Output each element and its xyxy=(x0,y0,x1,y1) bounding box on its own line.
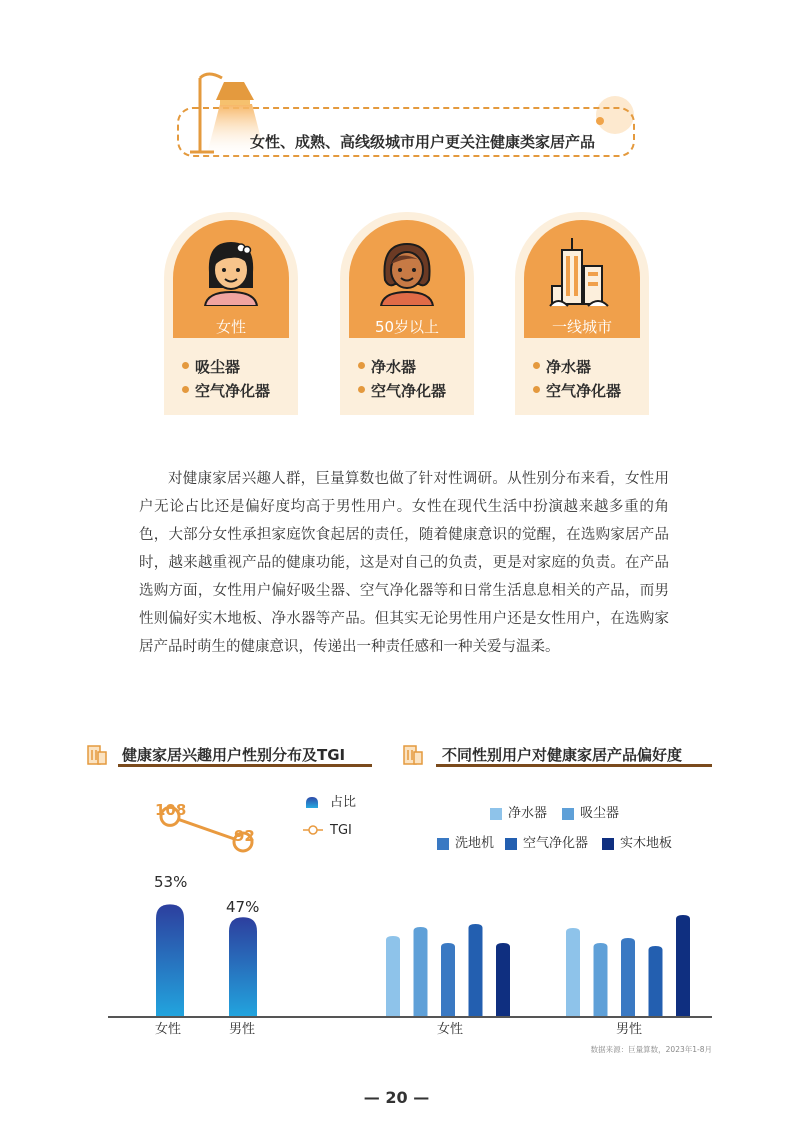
bullet-dot xyxy=(182,386,189,393)
legend-swatch-air-purifier xyxy=(505,838,517,850)
list-item xyxy=(533,379,621,403)
preference-bar xyxy=(469,924,483,1018)
preference-bar xyxy=(386,936,400,1018)
product-preference-chart xyxy=(380,890,700,1018)
card-header xyxy=(524,220,640,338)
x-axis-baseline xyxy=(108,1016,712,1018)
preference-bar xyxy=(441,943,455,1018)
list-item-label: 空气净化器 xyxy=(195,382,271,400)
section-title: 不同性别用户对健康家居产品偏好度 xyxy=(442,746,683,764)
tgi-value-label-female: 108 xyxy=(155,801,187,819)
list-item-label: 净水器 xyxy=(371,358,417,376)
list-item-label: 空气净化器 xyxy=(371,382,447,400)
gender-share-chart xyxy=(108,790,308,1018)
list-item xyxy=(182,379,270,403)
card-header xyxy=(349,220,465,338)
bullet-dot xyxy=(358,362,365,369)
share-value-label-female xyxy=(154,873,187,891)
preference-bar xyxy=(649,946,663,1018)
building-icon xyxy=(86,744,108,766)
data-label: 47% xyxy=(226,898,260,916)
data-label: 53% xyxy=(154,873,188,891)
section-heading-left xyxy=(86,742,376,768)
city-buildings-icon xyxy=(548,236,612,308)
banner-title: 女性、成熟、高线级城市用户更关注健康类家居产品 xyxy=(250,133,596,151)
card-age-50-plus xyxy=(340,212,474,415)
woman-avatar-icon xyxy=(201,236,261,306)
woman-avatar-icon xyxy=(377,236,437,306)
preference-bar xyxy=(676,915,690,1018)
legend-swatch-water-purifier xyxy=(490,808,502,820)
legend-label: 吸尘器 xyxy=(580,806,620,821)
x-tick-label: 女性 xyxy=(154,1022,181,1037)
legend-swatch-floor-scrubber xyxy=(437,838,449,850)
preference-bar xyxy=(414,927,428,1018)
building-icon xyxy=(402,744,424,766)
legend-swatch-vacuum xyxy=(562,808,574,820)
page-number: — 20 — xyxy=(363,1088,430,1107)
preference-bar xyxy=(566,928,580,1018)
card-label: 一线城市 xyxy=(551,318,612,336)
list-item xyxy=(358,355,446,379)
card-female xyxy=(164,212,298,415)
x-tick-label: 男性 xyxy=(615,1022,642,1037)
source-note: 数据来源：巨量算数，2023年1-8月 xyxy=(590,1045,712,1054)
share-bar xyxy=(229,917,257,1018)
bullet-dot xyxy=(182,362,189,369)
card-header xyxy=(173,220,289,338)
section-underline xyxy=(118,764,372,767)
share-bar xyxy=(156,904,184,1018)
legend-label: 洗地机 xyxy=(455,836,495,851)
card-item-list xyxy=(358,355,446,403)
card-label: 女性 xyxy=(215,318,246,336)
share-value-label-male xyxy=(226,898,259,916)
legend-swatch-wood-floor xyxy=(602,838,614,850)
card-item-list xyxy=(182,355,270,403)
list-item-label: 吸尘器 xyxy=(195,358,241,376)
list-item xyxy=(358,379,446,403)
legend-label-share: 占比 xyxy=(330,795,357,810)
legend-label: 实木地板 xyxy=(620,836,673,851)
tgi-line xyxy=(170,816,243,842)
card-tier1-city xyxy=(515,212,649,415)
list-item-label: 净水器 xyxy=(546,358,592,376)
section-heading-right xyxy=(402,742,714,768)
legend-label-tgi: TGI xyxy=(330,823,352,838)
list-item xyxy=(182,355,270,379)
list-item xyxy=(533,355,621,379)
bullet-dot xyxy=(358,386,365,393)
banner-decoration-dot xyxy=(596,117,604,125)
legend-label: 空气净化器 xyxy=(523,836,589,851)
bullet-dot xyxy=(533,362,540,369)
preference-bar xyxy=(594,943,608,1018)
section-underline xyxy=(436,764,712,767)
body-paragraph: 对健康家居兴趣人群，巨量算数也做了针对性调研。从性别分布来看，女性用户无论占比还是偏好度均高于男性用户。女性在现代生活中扮演越来越多重的角色，大部分女性承担家庭饮食起居的责任，随着健康意识的觉醒，在选购家居产品时，越来越重视产品的健康功能，这是对自己的负责，更是对家庭的负责。在产品选购方面，女性用户偏好吸尘器、空气净化器等和日常生活息息相关的产品，而男性则偏好实木地板、净水器等产品。但其实无论男性用户还是女性用户，在选购家居产品时萌生的健康意识，传递出一种责任感和一种关爱与温柔。 xyxy=(139,471,669,655)
card-item-list xyxy=(533,355,621,403)
preference-bar xyxy=(621,938,635,1018)
section-title: 健康家居兴趣用户性别分布及TGI xyxy=(122,746,346,764)
card-label: 50岁以上 xyxy=(374,318,440,336)
x-tick-label: 女性 xyxy=(436,1022,463,1037)
tgi-value-label-male: 92 xyxy=(234,827,255,845)
list-item-label: 空气净化器 xyxy=(546,382,622,400)
legend-label: 净水器 xyxy=(508,806,548,821)
x-tick-label: 男性 xyxy=(228,1022,255,1037)
bullet-dot xyxy=(533,386,540,393)
preference-bar xyxy=(496,943,510,1018)
